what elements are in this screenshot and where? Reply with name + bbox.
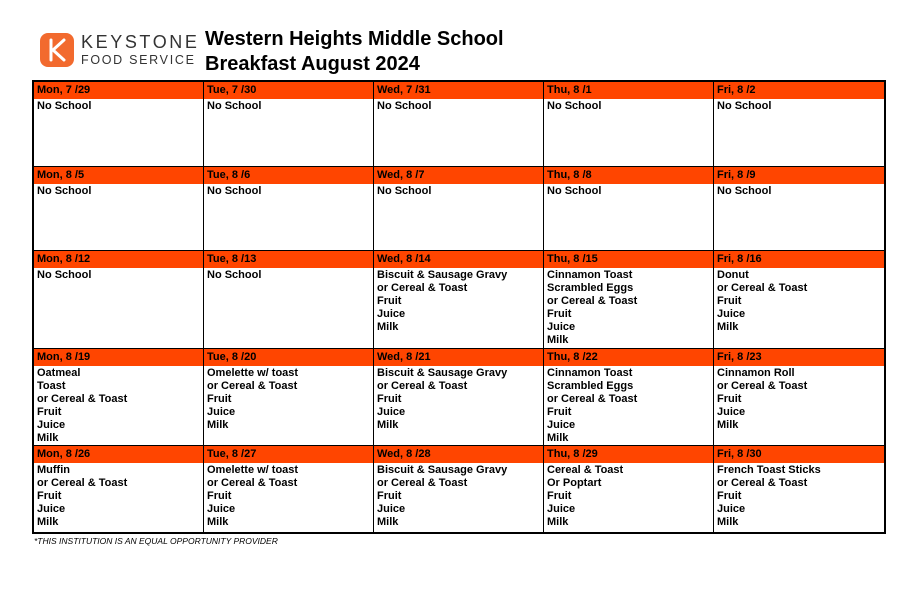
menu-item: Scrambled Eggs — [547, 282, 634, 295]
day-header: Fri, 8 /9 — [714, 167, 884, 184]
logo-subtitle: FOOD SERVICE — [81, 53, 196, 68]
day-cell — [34, 82, 204, 167]
menu-item: Juice — [547, 321, 576, 334]
day-cell — [34, 167, 204, 252]
day-cell — [544, 82, 714, 167]
menu-item: Scrambled Eggs — [547, 379, 634, 392]
menu-item: No School — [377, 100, 432, 112]
menu-item: or Cereal & Toast — [37, 477, 128, 490]
day-header: Mon, 7 /29 — [34, 82, 203, 99]
menu-list — [204, 366, 373, 432]
day-cell — [374, 446, 544, 532]
day-header: Tue, 8 /13 — [204, 251, 373, 268]
day-header: Thu, 8 /1 — [544, 82, 713, 99]
menu-item: Milk — [37, 516, 59, 529]
menu-item: Milk — [207, 418, 229, 431]
menu-item: Milk — [547, 334, 569, 347]
menu-item: Juice — [377, 503, 406, 516]
menu-item: or Cereal & Toast — [37, 392, 128, 405]
menu-item: No School — [377, 184, 432, 197]
day-header: Thu, 8 /29 — [544, 446, 713, 463]
menu-item: Toast — [37, 379, 66, 392]
day-cell — [544, 167, 714, 252]
day-header: Tue, 8 /6 — [204, 167, 373, 184]
menu-item: No School — [37, 184, 92, 197]
menu-item: Fruit — [207, 490, 232, 503]
menu-list — [374, 366, 543, 432]
logo-name: KEYSTONE — [81, 32, 200, 53]
menu-list — [374, 184, 543, 198]
day-cell — [544, 251, 714, 349]
day-header: Mon, 8 /26 — [34, 446, 203, 463]
menu-item: Omelette w/ toast — [207, 464, 299, 477]
menu-list — [34, 463, 203, 529]
menu-item: Juice — [37, 418, 66, 431]
menu-item: Juice — [717, 405, 746, 418]
menu-item: Biscuit & Sausage Gravy — [377, 464, 508, 477]
menu-title: Breakfast August 2024 — [205, 53, 420, 75]
equal-opportunity-footnote: *THIS INSTITUTION IS AN EQUAL OPPORTUNITY PROVIDER — [34, 536, 278, 546]
menu-item: Juice — [207, 405, 236, 418]
menu-item: Juice — [547, 503, 576, 516]
menu-item: No School — [37, 100, 92, 112]
menu-item: Donut — [717, 269, 749, 282]
menu-item: No School — [207, 100, 262, 112]
menu-item: Milk — [717, 516, 739, 529]
day-cell — [544, 446, 714, 532]
menu-list — [714, 366, 884, 432]
menu-item: Fruit — [717, 392, 742, 405]
keystone-k-logo-icon — [40, 33, 74, 67]
menu-item: or Cereal & Toast — [377, 282, 468, 295]
menu-item: Milk — [717, 321, 739, 334]
day-header: Mon, 8 /12 — [34, 251, 203, 268]
day-header: Thu, 8 /22 — [544, 349, 713, 366]
menu-item: Cinnamon Roll — [717, 366, 795, 379]
menu-item: Fruit — [37, 490, 62, 503]
day-cell — [204, 82, 374, 167]
menu-item: No School — [37, 269, 92, 282]
menu-list — [374, 99, 543, 113]
menu-item: Oatmeal — [37, 366, 81, 379]
day-cell — [714, 349, 884, 447]
menu-item: Fruit — [377, 490, 402, 503]
menu-list — [34, 268, 203, 282]
menu-item: Fruit — [547, 405, 572, 418]
day-header: Tue, 8 /20 — [204, 349, 373, 366]
menu-list — [34, 99, 203, 113]
menu-item: or Cereal & Toast — [717, 282, 808, 295]
menu-item: or Cereal & Toast — [207, 477, 298, 490]
menu-item: No School — [717, 184, 772, 197]
menu-list — [544, 184, 713, 198]
menu-item: No School — [547, 184, 602, 197]
day-cell — [714, 251, 884, 349]
menu-item: Milk — [547, 431, 569, 444]
menu-item: Juice — [37, 503, 66, 516]
menu-list — [714, 463, 884, 529]
day-cell — [714, 167, 884, 252]
day-cell — [34, 446, 204, 532]
menu-item: or Cereal & Toast — [547, 392, 638, 405]
menu-item: Milk — [37, 431, 59, 444]
menu-list — [204, 99, 373, 113]
day-header: Tue, 8 /27 — [204, 446, 373, 463]
menu-item: or Cereal & Toast — [717, 379, 808, 392]
day-cell — [374, 251, 544, 349]
day-header: Fri, 8 /23 — [714, 349, 884, 366]
menu-item: or Cereal & Toast — [717, 477, 808, 490]
day-cell — [374, 82, 544, 167]
header — [205, 27, 504, 77]
menu-item: No School — [207, 269, 262, 282]
menu-item: Juice — [547, 418, 576, 431]
menu-list — [204, 184, 373, 198]
menu-item: or Cereal & Toast — [377, 379, 468, 392]
day-cell — [204, 446, 374, 532]
menu-item: Cinnamon Toast — [547, 269, 633, 282]
day-cell — [374, 349, 544, 447]
menu-list — [374, 268, 543, 334]
menu-item: Fruit — [207, 392, 232, 405]
menu-item: Fruit — [377, 295, 402, 308]
menu-list — [204, 268, 373, 282]
day-header: Mon, 8 /19 — [34, 349, 203, 366]
day-cell — [714, 446, 884, 532]
day-header: Wed, 7 /31 — [374, 82, 543, 99]
menu-list — [204, 463, 373, 529]
menu-list — [714, 268, 884, 334]
menu-list — [374, 463, 543, 529]
menu-item: Milk — [377, 516, 399, 529]
menu-list — [714, 184, 884, 198]
day-cell — [34, 251, 204, 349]
day-header: Mon, 8 /5 — [34, 167, 203, 184]
menu-item: Fruit — [377, 392, 402, 405]
day-cell — [204, 167, 374, 252]
day-cell — [374, 167, 544, 252]
day-header: Fri, 8 /30 — [714, 446, 884, 463]
menu-item: Juice — [377, 308, 406, 321]
menu-list — [544, 268, 713, 347]
menu-item: Milk — [717, 418, 739, 431]
day-cell — [204, 349, 374, 447]
day-header: Wed, 8 /7 — [374, 167, 543, 184]
menu-item: Juice — [207, 503, 236, 516]
menu-item: No School — [717, 100, 772, 112]
menu-list — [714, 99, 884, 113]
menu-item: No School — [207, 184, 262, 197]
day-header: Fri, 8 /16 — [714, 251, 884, 268]
day-header: Wed, 8 /14 — [374, 251, 543, 268]
day-header: Wed, 8 /21 — [374, 349, 543, 366]
day-header: Thu, 8 /15 — [544, 251, 713, 268]
menu-item: Milk — [207, 516, 229, 529]
menu-item: Juice — [717, 503, 746, 516]
keystone-logo — [40, 33, 200, 67]
menu-item: No School — [547, 100, 602, 112]
day-header: Fri, 8 /2 — [714, 82, 884, 99]
day-header: Thu, 8 /8 — [544, 167, 713, 184]
day-header: Wed, 8 /28 — [374, 446, 543, 463]
menu-item: Juice — [377, 405, 406, 418]
menu-item: Fruit — [717, 295, 742, 308]
day-header: Tue, 7 /30 — [204, 82, 373, 99]
menu-item: Fruit — [37, 405, 62, 418]
menu-item: Milk — [547, 516, 569, 529]
menu-item: or Cereal & Toast — [377, 477, 468, 490]
menu-calendar-grid — [32, 80, 886, 534]
menu-list — [544, 99, 713, 113]
menu-list — [34, 366, 203, 445]
menu-item: Biscuit & Sausage Gravy — [377, 269, 508, 282]
menu-item: Or Poptart — [547, 477, 602, 490]
menu-item: Fruit — [547, 308, 572, 321]
menu-item: Fruit — [717, 490, 742, 503]
menu-item: Muffin — [37, 464, 70, 477]
menu-item: Fruit — [547, 490, 572, 503]
menu-list — [544, 463, 713, 529]
menu-item: or Cereal & Toast — [547, 295, 638, 308]
menu-item: or Cereal & Toast — [207, 379, 298, 392]
menu-item: Omelette w/ toast — [207, 366, 299, 379]
menu-list — [544, 366, 713, 445]
day-cell — [204, 251, 374, 349]
menu-item: Cereal & Toast — [547, 464, 624, 477]
menu-item: French Toast Sticks — [717, 464, 821, 477]
menu-item: Biscuit & Sausage Gravy — [377, 366, 508, 379]
menu-item: Milk — [377, 418, 399, 431]
school-name: Western Heights Middle School — [205, 28, 504, 50]
day-cell — [714, 82, 884, 167]
day-cell — [544, 349, 714, 447]
day-cell — [34, 349, 204, 447]
menu-item: Milk — [377, 321, 399, 334]
menu-item: Cinnamon Toast — [547, 366, 633, 379]
menu-item: Juice — [717, 308, 746, 321]
menu-list — [34, 184, 203, 198]
